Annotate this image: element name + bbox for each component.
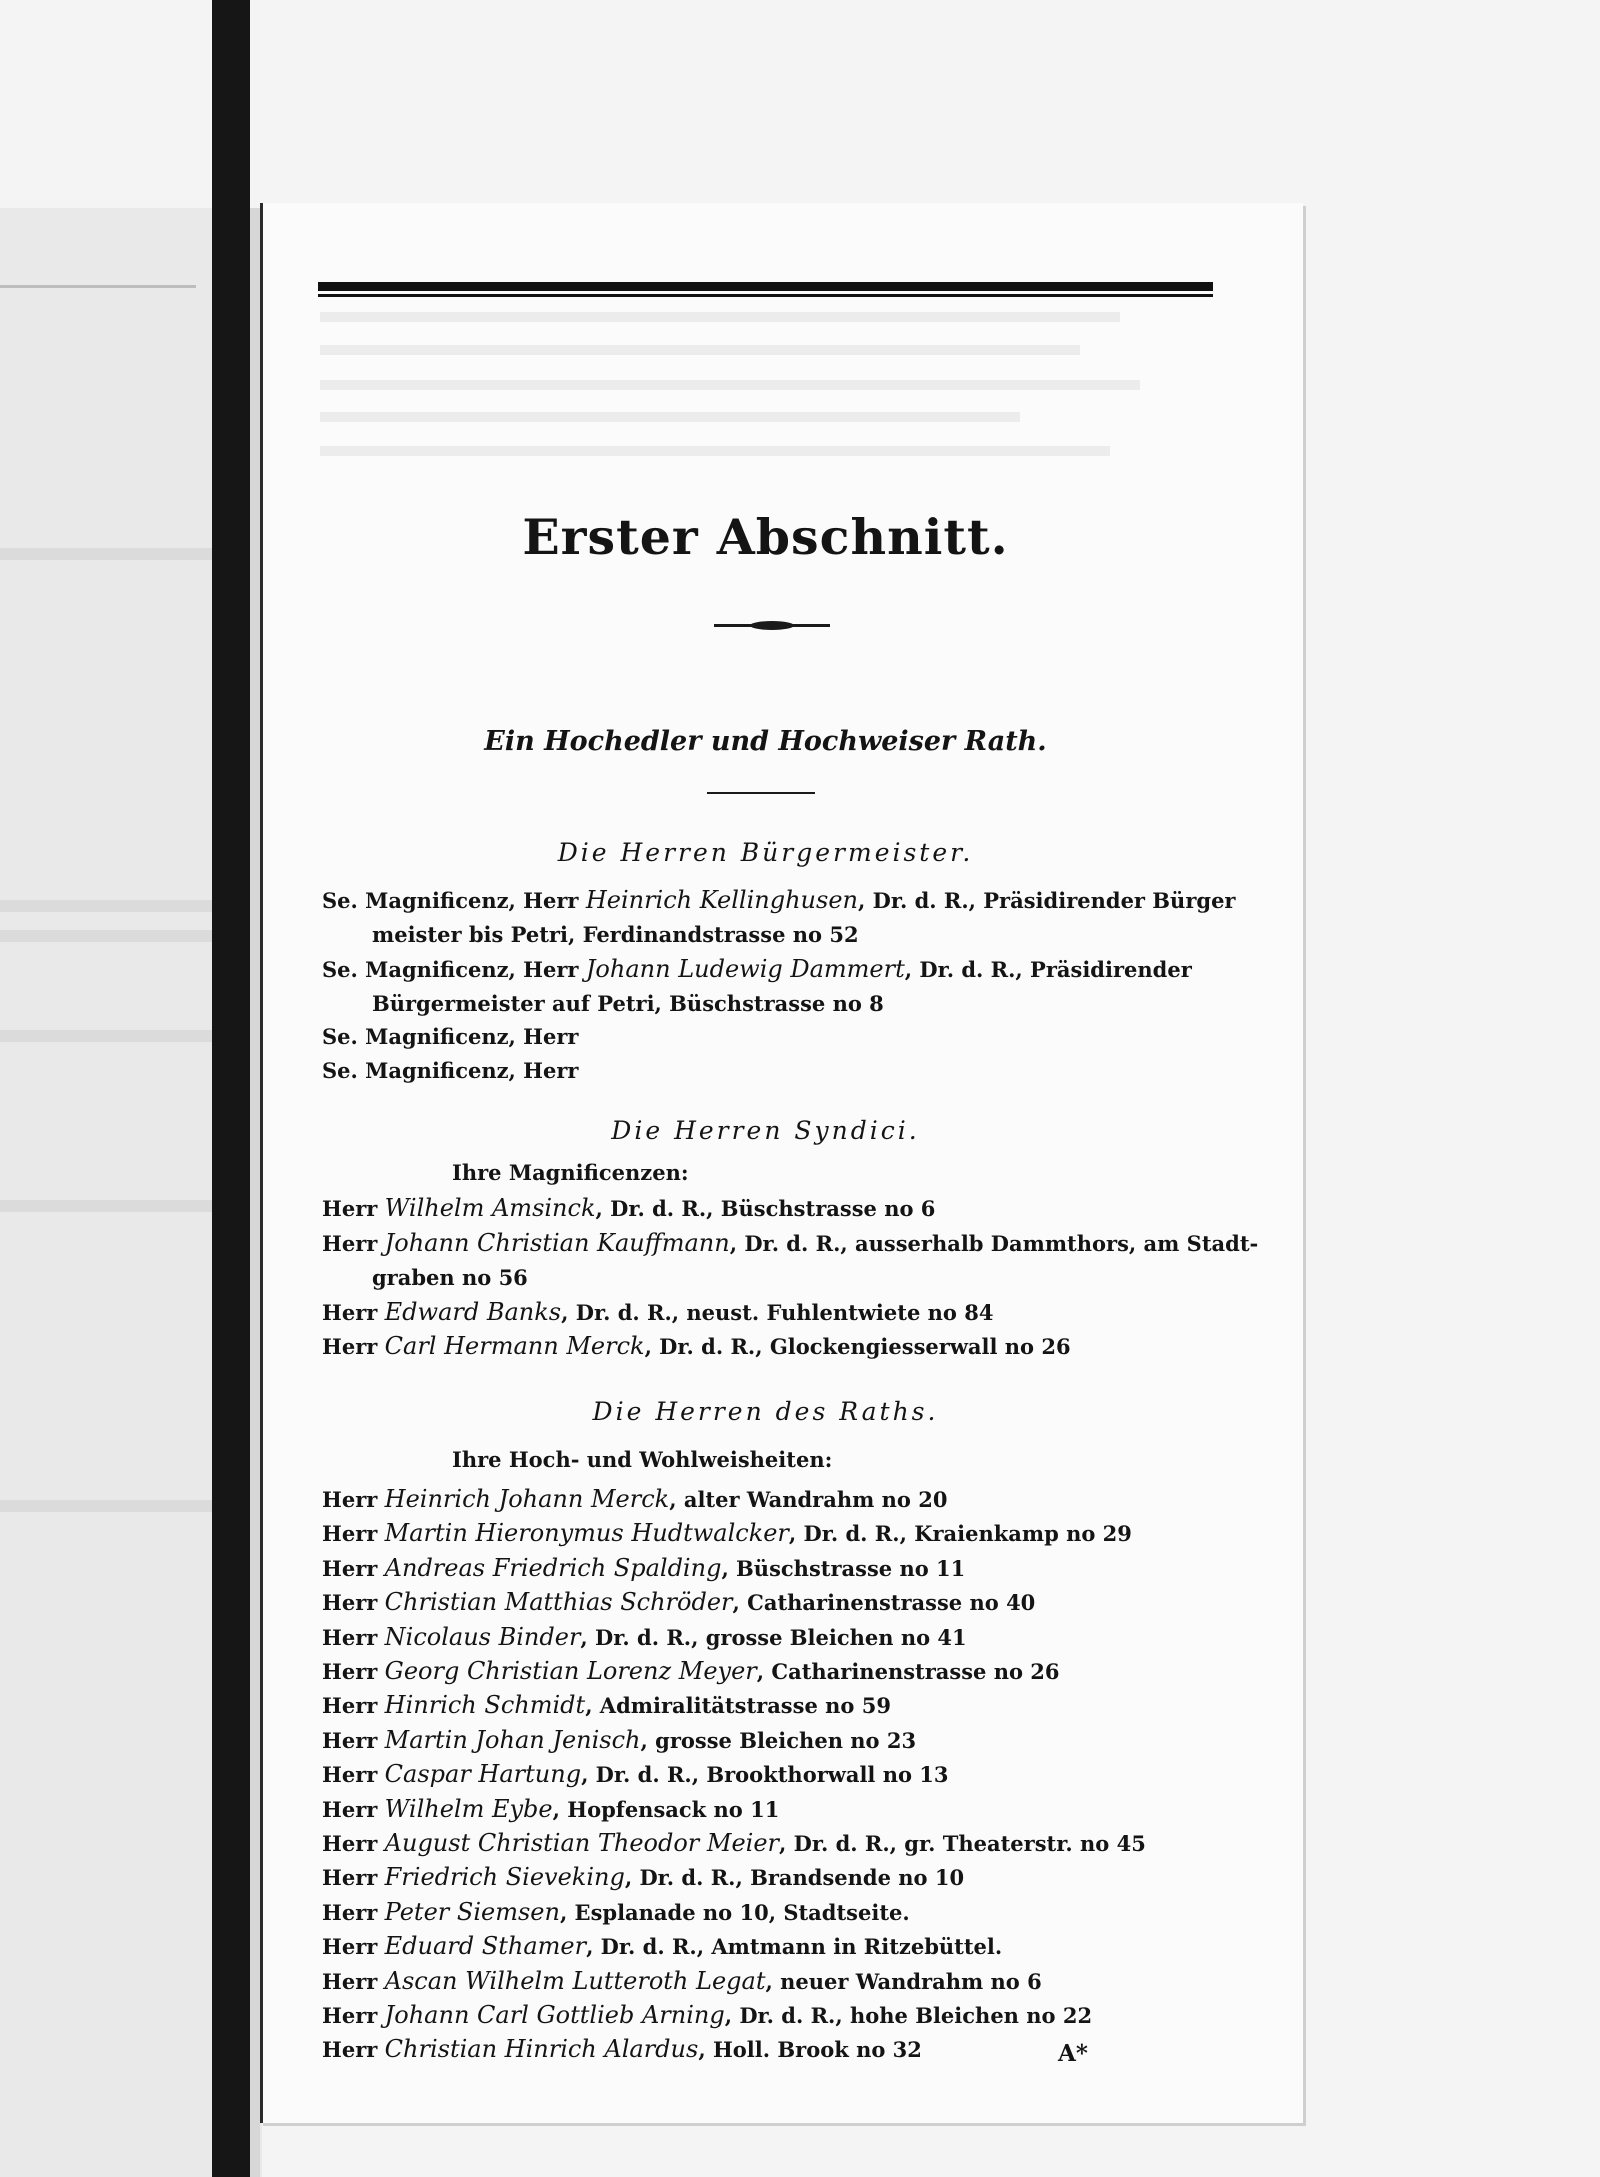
entry-prefix: Se. Magnificenz, Herr <box>322 957 579 982</box>
entry-prefix: Herr <box>322 1196 378 1221</box>
entry-prefix: Herr <box>322 1521 378 1547</box>
entry-prefix: Herr <box>322 1590 378 1616</box>
entry-prefix: Herr <box>322 1796 378 1822</box>
list-item <box>322 1998 1222 2033</box>
header-rule-thick <box>318 282 1213 291</box>
list-item <box>322 1826 1222 1861</box>
entry-prefix: Se. Magnificenz, Herr <box>322 888 579 913</box>
entry-prefix: Herr <box>322 1487 378 1512</box>
entry-prefix: Se. Magnificenz, Herr <box>322 1058 579 1083</box>
entry-detail: , Dr. d. R., Amtmann in Ritzebüttel. <box>586 1934 1003 1960</box>
show-through-text <box>320 312 1120 322</box>
list-item <box>322 1585 1222 1620</box>
entry-detail: , Dr. d. R., Präsidirender Bürger <box>857 888 1236 913</box>
list-item <box>322 1620 1222 1655</box>
entry-name: Heinrich Johann Merck <box>384 1485 670 1513</box>
list-item <box>322 1688 1222 1723</box>
page-title: Erster Abschnitt. <box>522 508 1009 566</box>
entry-detail: , Hopfensack no 11 <box>552 1796 780 1822</box>
list-item <box>322 1054 1222 1088</box>
entry-name: Georg Christian Lorenz Meyer <box>384 1657 757 1685</box>
entry-prefix: Se. Magnificenz, Herr <box>322 1024 579 1049</box>
list-item <box>322 952 1222 1021</box>
entry-detail: , Catharinenstrasse no 26 <box>756 1659 1060 1684</box>
entry-name: Johann Carl Gottlieb Arning <box>384 2001 725 2029</box>
entry-prefix: Herr <box>322 1624 378 1650</box>
list-item <box>322 1895 1222 1930</box>
entry-prefix: Herr <box>322 1693 378 1719</box>
entry-detail: , Dr. d. R., Brandsende no 10 <box>624 1865 965 1891</box>
entry-name: Andreas Friedrich Spalding <box>384 1553 722 1582</box>
entry-name: Johann Ludewig Dammert <box>585 955 905 983</box>
list-item <box>322 1860 1222 1895</box>
entry-prefix: Herr <box>322 1659 378 1684</box>
facing-page-ghost-text <box>0 1200 240 1212</box>
show-through-text <box>320 380 1140 390</box>
entry-detail: , Esplanade no 10, Stadtseite. <box>559 1899 910 1925</box>
entry-detail: , neuer Wandrahm no 6 <box>765 1968 1042 1994</box>
list-item <box>322 883 1236 952</box>
entry-detail: , Büschstrasse no 11 <box>721 1555 966 1581</box>
entry-detail: , Dr. d. R., hohe Bleichen no 22 <box>724 2003 1093 2028</box>
list-item <box>322 1191 1222 1226</box>
facing-page-ghost-text <box>0 900 240 912</box>
show-through-text <box>320 412 1020 422</box>
list-item <box>322 1020 1222 1054</box>
page-subtitle: Ein Hochedler und Hochweiser Rath. <box>484 726 1047 757</box>
section-subheading: Ihre Hoch- und Wohlweisheiten: <box>452 1447 833 1472</box>
entry-detail: , Dr. d. R., Kraienkamp no 29 <box>788 1521 1132 1547</box>
entry-name: Friedrich Sieveking <box>384 1863 625 1892</box>
ornament-divider <box>714 624 830 627</box>
entry-detail: , Dr. d. R., neust. Fuhlentwiete no 84 <box>561 1300 994 1325</box>
section-heading-buergermeister: Die Herren Bürgermeister. <box>557 838 974 867</box>
entry-name: Edward Banks <box>384 1298 562 1326</box>
entry-name: Caspar Hartung <box>384 1760 582 1789</box>
entry-name: August Christian Theodor Meier <box>384 1829 780 1857</box>
entry-detail: , alter Wandrahm no 20 <box>669 1487 948 1512</box>
entry-detail: , Dr. d. R., gr. Theaterstr. no 45 <box>779 1831 1146 1856</box>
subtitle-rule <box>707 792 815 794</box>
entry-detail: , Dr. d. R., Präsidirender <box>904 957 1192 982</box>
entry-name: Wilhelm Amsinck <box>384 1194 596 1222</box>
facing-page-ghost-text <box>0 548 240 560</box>
entry-prefix: Herr <box>322 1334 378 1359</box>
list-item <box>322 1551 1222 1586</box>
show-through-text <box>320 446 1110 456</box>
entry-name: Martin Hieronymus Hudtwalcker <box>384 1519 789 1548</box>
entry-detail: , Dr. d. R., Brookthorwall no 13 <box>581 1762 949 1788</box>
entry-prefix: Herr <box>322 1968 378 1994</box>
entry-name: Christian Hinrich Alardus <box>384 2035 699 2064</box>
entry-prefix: Herr <box>322 1300 378 1325</box>
entry-detail: , Holl. Brook no 32 <box>698 2037 922 2063</box>
entry-prefix: Herr <box>322 1934 378 1960</box>
facing-page-ghost-text <box>0 1500 240 1512</box>
entry-prefix: Herr <box>322 1865 378 1891</box>
entry-prefix: Herr <box>322 1727 378 1753</box>
book-gutter <box>250 208 260 2177</box>
list-item <box>322 1516 1222 1551</box>
entry-name: Martin Johan Jenisch <box>384 1725 641 1754</box>
entry-continuation: graben no 56 <box>372 1265 528 1290</box>
entry-prefix: Herr <box>322 1899 378 1925</box>
entry-detail: , Dr. d. R., ausserhalb Dammthors, am Stadt- <box>729 1231 1259 1256</box>
entry-name: Heinrich Kellinghusen <box>585 886 858 914</box>
list-item <box>322 1295 1222 1330</box>
entry-name: Ascan Wilhelm Lutteroth Legat <box>384 1966 766 1995</box>
entry-continuation: meister bis Petri, Ferdinandstrasse no 52 <box>372 922 859 947</box>
entry-prefix: Herr <box>322 1231 378 1256</box>
entry-detail: , grosse Bleichen no 23 <box>640 1727 917 1753</box>
entry-prefix: Herr <box>322 2003 378 2028</box>
list-item <box>322 1929 1222 1964</box>
entry-name: Nicolaus Binder <box>384 1622 581 1651</box>
entry-name: Carl Hermann Merck <box>384 1332 645 1360</box>
facing-page-ghost-text <box>0 1030 240 1042</box>
section-heading-raths: Die Herren des Raths. <box>592 1397 939 1426</box>
entry-prefix: Herr <box>322 1762 378 1788</box>
entry-continuation: Bürgermeister auf Petri, Büschstrasse no 8 <box>372 991 884 1016</box>
entry-name: Peter Siemsen <box>384 1897 560 1926</box>
list-item <box>322 1964 1222 1999</box>
list-item <box>322 1226 1259 1295</box>
entry-prefix: Herr <box>322 1555 378 1581</box>
entry-detail: , Dr. d. R., Glockengiesserwall no 26 <box>644 1334 1071 1359</box>
list-item <box>322 1723 1222 1758</box>
list-item <box>322 1654 1222 1689</box>
entry-detail: , Admiralitätstrasse no 59 <box>585 1693 891 1719</box>
facing-page-rule <box>0 285 196 288</box>
list-item <box>322 1482 1222 1517</box>
entry-detail: , Dr. d. R., Büschstrasse no 6 <box>595 1196 936 1221</box>
entry-name: Hinrich Schmidt <box>384 1691 586 1720</box>
entry-name: Johann Christian Kauffmann <box>384 1229 730 1257</box>
show-through-text <box>320 345 1080 355</box>
section-subheading: Ihre Magnificenzen: <box>452 1160 689 1185</box>
list-item <box>322 1792 1222 1827</box>
list-item <box>322 1329 1222 1364</box>
list-item <box>322 1757 1222 1792</box>
header-rule-thin <box>318 294 1213 297</box>
entry-name: Eduard Sthamer <box>384 1932 587 1961</box>
entry-name: Christian Matthias Schröder <box>384 1588 733 1617</box>
entry-name: Wilhelm Eybe <box>384 1794 553 1823</box>
facing-page-ghost-text <box>0 930 240 942</box>
entry-prefix: Herr <box>322 2037 378 2063</box>
section-heading-syndici: Die Herren Syndici. <box>611 1116 920 1145</box>
book-binding <box>212 0 250 2177</box>
entry-detail: , Dr. d. R., grosse Bleichen no 41 <box>580 1624 967 1650</box>
signature-mark: A* <box>1058 2040 1088 2067</box>
entry-detail: , Catharinenstrasse no 40 <box>732 1590 1036 1616</box>
entry-prefix: Herr <box>322 1831 378 1856</box>
